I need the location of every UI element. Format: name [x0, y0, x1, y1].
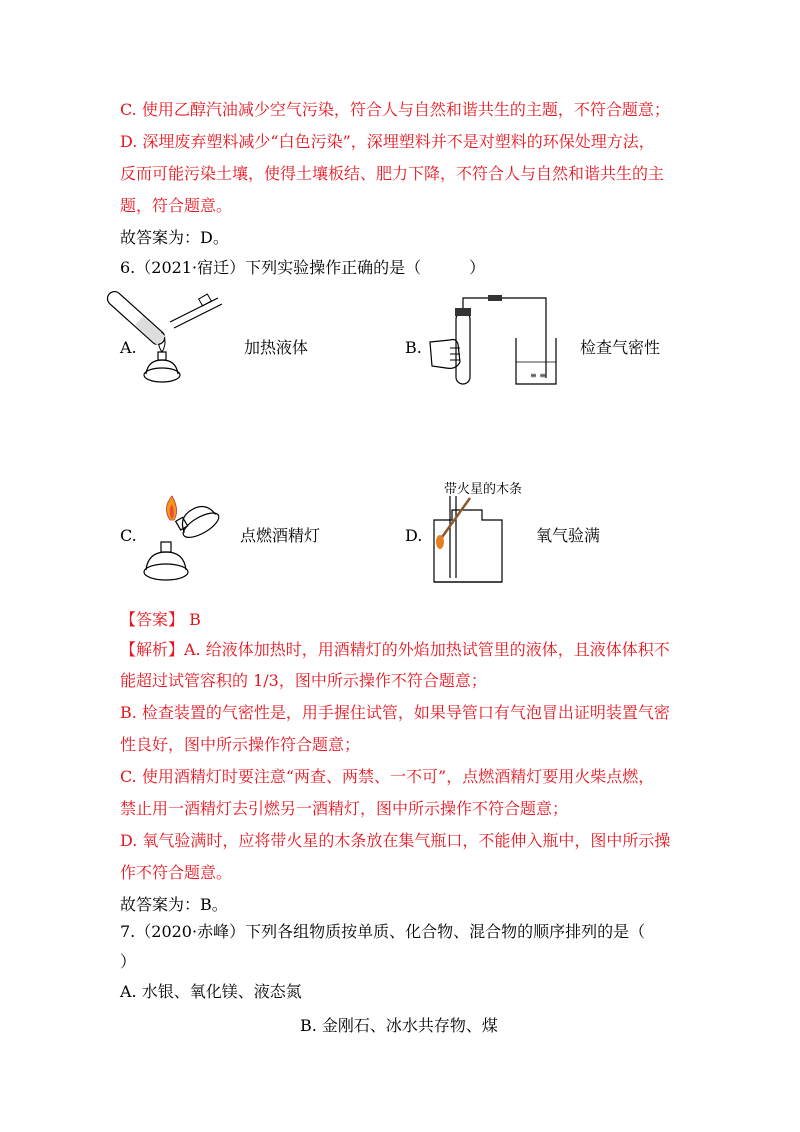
option-a-letter: A. [120, 338, 137, 357]
analysis-line: 作不符合题意。 [120, 863, 233, 882]
analysis-line: 能超过试管容积的 1/3，图中所示操作不符合题意； [120, 671, 487, 690]
oxygen-test-caption: 带火星的木条 [444, 482, 523, 497]
option-d-label: 氧气验满 [536, 526, 601, 545]
option-c-letter: C. [120, 526, 137, 545]
question-6-conclusion: 故答案为：B。 [120, 895, 228, 914]
airtightness-check-figure [428, 290, 568, 390]
option-b-letter: B. [405, 338, 422, 357]
oxygen-full-test-figure [430, 496, 510, 586]
analysis-line: 禁止用一酒精灯去引燃另一酒精灯，图中所示操作不符合题意； [120, 799, 569, 818]
analysis-line: D. 氧气验满时，应将带火星的木条放在集气瓶口，不能伸入瓶中，图中所示操 [120, 831, 671, 850]
prev-answer-conclusion: 故答案为：D。 [120, 228, 229, 247]
option-b-label: 检查气密性 [580, 338, 661, 357]
prev-answer-line-c: C. 使用乙醇汽油减少空气污染，符合人与自然和谐共生的主题，不符合题意； [120, 100, 670, 119]
analysis-line: C. 使用酒精灯时要注意“两查、两禁、一不可”，点燃酒精灯要用火柴点燃， [120, 767, 655, 786]
answer-label: 【答案】 B [120, 610, 201, 629]
prev-answer-line-d2: 反而可能污染土壤，使得土壤板结、肥力下降，不符合人与自然和谐共生的主 [120, 164, 665, 183]
question-7-option-a: A. 水银、氧化镁、液态氮 [120, 982, 302, 1001]
prev-answer-line-d3: 题，符合题意。 [120, 196, 233, 215]
question-7-stem: 7.（2020·赤峰）下列各组物质按单质、化合物、混合物的顺序排列的是（ [120, 922, 646, 941]
question-6-stem: 6.（2021·宿迁）下列实验操作正确的是（ ） [120, 258, 486, 277]
prev-answer-line-d1: D. 深埋废弃塑料减少“白色污染”，深埋塑料并不是对塑料的环保处理方法， [120, 132, 655, 151]
analysis-line: 性良好，图中所示操作符合题意； [120, 735, 361, 754]
analysis-line: B. 检查装置的气密性是，用手握住试管，如果导管口有气泡冒出证明装置气密 [120, 703, 670, 722]
svg-text:≡ ≡: ≡ ≡ [530, 371, 546, 380]
heating-liquid-figure [140, 290, 240, 390]
option-c-label: 点燃酒精灯 [240, 526, 321, 545]
question-7-option-b: B. 金刚石、冰水共存物、煤 [300, 1016, 498, 1035]
lighting-alcohol-lamp-figure [138, 490, 238, 585]
analysis-line: 【解析】A. 给液体加热时，用酒精灯的外焰加热试管里的液体，且液体体积不 [120, 640, 670, 659]
option-d-letter: D. [405, 526, 423, 545]
option-a-label: 加热液体 [244, 338, 309, 357]
question-7-stem-close: ） [120, 952, 137, 971]
